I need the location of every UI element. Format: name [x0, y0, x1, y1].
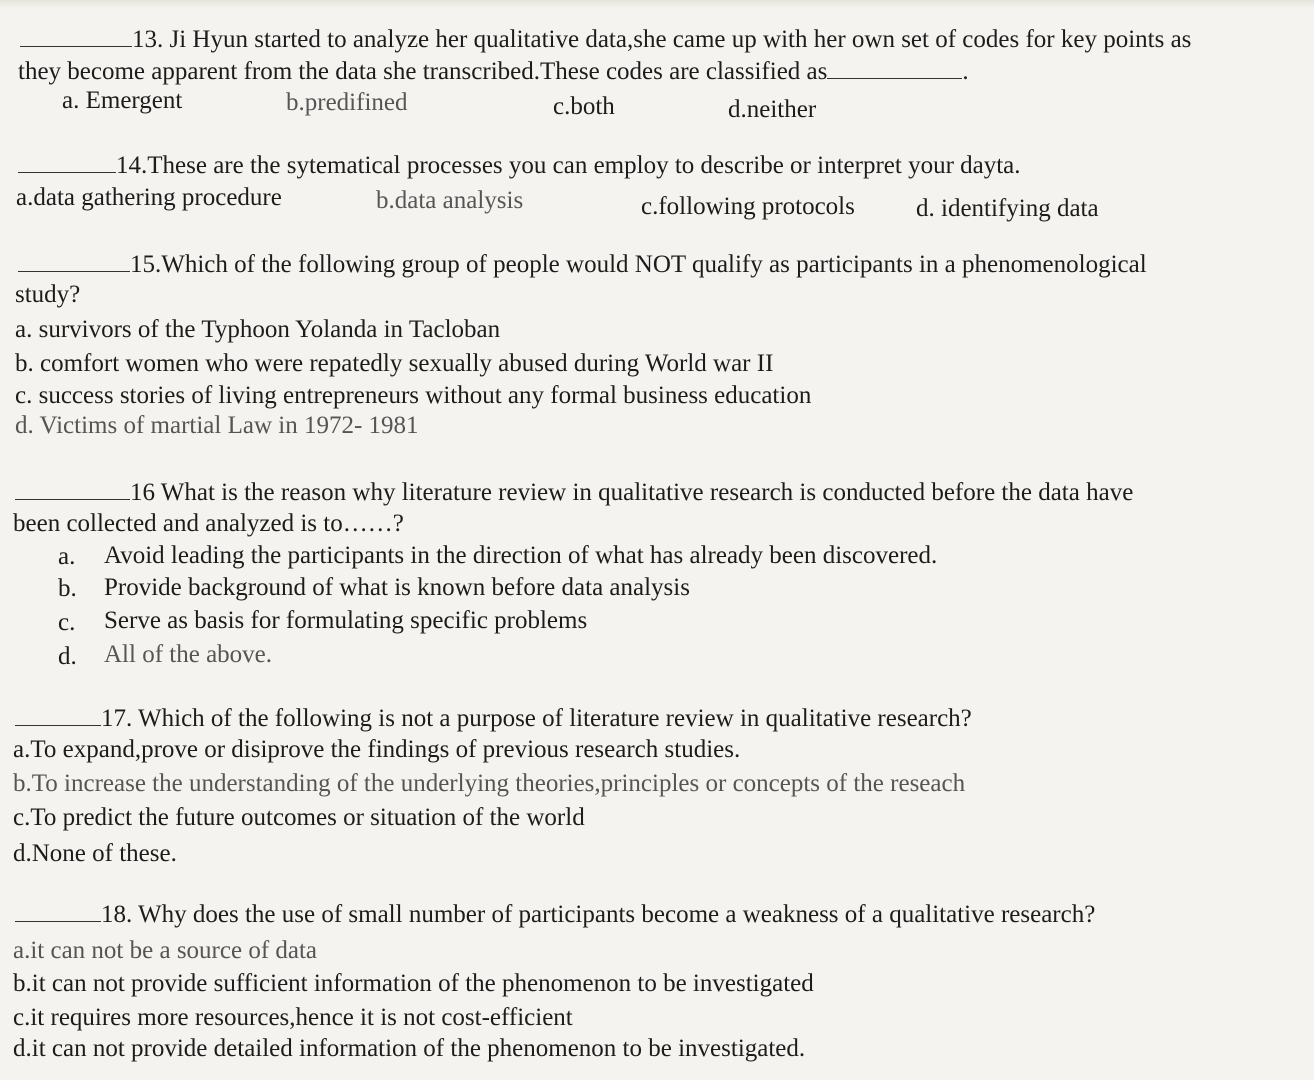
option-letter-a: a. [58, 543, 76, 570]
option-a: a.data gathering procedure [16, 184, 282, 211]
option-d: All of the above. [104, 641, 273, 668]
question-16-line-2: been collected and analyzed is to……? [13, 510, 404, 537]
option-c: c. success stories of living entrepreneurs without any formal business education [15, 382, 812, 409]
option-letter-d: d. [58, 643, 77, 670]
option-d: d. identifying data [916, 195, 1099, 222]
option-b: b. comfort women who were repatedly sexually abused during World war II [15, 350, 774, 377]
option-b: b.predifined [286, 89, 408, 116]
answer-blank [20, 24, 132, 47]
answer-blank [15, 477, 130, 500]
option-d: d.None of these. [13, 840, 177, 867]
answer-blank [18, 150, 116, 173]
option-a: a.To expand,prove or disiprove the findings of previous research studies. [13, 736, 741, 763]
question-text: 18. Why does the use of small number of participants become a weakness of a qualitative research? [101, 901, 1096, 928]
inline-blank [827, 56, 962, 79]
answer-blank [15, 899, 101, 922]
option-c: c.following protocols [641, 193, 855, 220]
question-tail: . [962, 58, 969, 85]
option-a: a.it can not be a source of data [13, 937, 318, 964]
question-text: 13. Ji Hyun started to analyze her qualitative data,she came up with her own set of codes for key points as [132, 26, 1192, 53]
option-b: Provide background of what is known before data analysis [104, 574, 690, 601]
option-d: d.it can not provide detailed information of the phenomenon to be investigated. [13, 1035, 806, 1062]
question-text: 15.Which of the following group of people would NOT qualify as participants in a phenomenological [130, 251, 1147, 278]
question-13-line-1 [20, 24, 1191, 55]
question-15-line-1 [18, 249, 1147, 280]
option-d: d. Victims of martial Law in 1972- 1981 [15, 412, 419, 439]
question-text: 16 What is the reason why literature review in qualitative research is conducted before the data have [130, 479, 1134, 506]
option-a: Avoid leading the participants in the direction of what has already been discovered. [104, 542, 938, 569]
option-c: c.it requires more resources,hence it is not cost-efficient [13, 1004, 573, 1031]
option-d: d.neither [728, 96, 817, 123]
question-18-line-1 [15, 899, 1095, 930]
scan-edge [0, 0, 1314, 8]
option-a: a. survivors of the Typhoon Yolanda in Tacloban [15, 316, 501, 343]
option-c: c.both [553, 93, 615, 120]
question-text: 17. Which of the following is not a purpose of literature review in qualitative research? [101, 705, 972, 732]
question-17-line-1 [15, 703, 972, 734]
question-15-line-2: study? [15, 281, 81, 308]
question-text: they become apparent from the data she transcribed.These codes are classified as [18, 58, 828, 85]
option-letter-b: b. [58, 575, 77, 602]
answer-blank [15, 703, 101, 726]
option-c: Serve as basis for formulating specific problems [104, 607, 588, 634]
question-13-line-2 [18, 56, 969, 87]
question-14-line-1 [18, 150, 1021, 181]
option-a: a. Emergent [62, 87, 183, 114]
option-b: b.it can not provide sufficient information of the phenomenon to be investigated [13, 970, 814, 997]
answer-blank [18, 249, 130, 272]
option-b: b.data analysis [376, 187, 524, 214]
question-16-line-1 [15, 477, 1133, 508]
option-letter-c: c. [58, 609, 76, 636]
option-b: b.To increase the understanding of the underlying theories,principles or concepts of the reseach [13, 770, 966, 797]
question-text: 14.These are the sytematical processes you can employ to describe or interpret your dayta. [116, 152, 1021, 179]
option-c: c.To predict the future outcomes or situation of the world [13, 804, 585, 831]
